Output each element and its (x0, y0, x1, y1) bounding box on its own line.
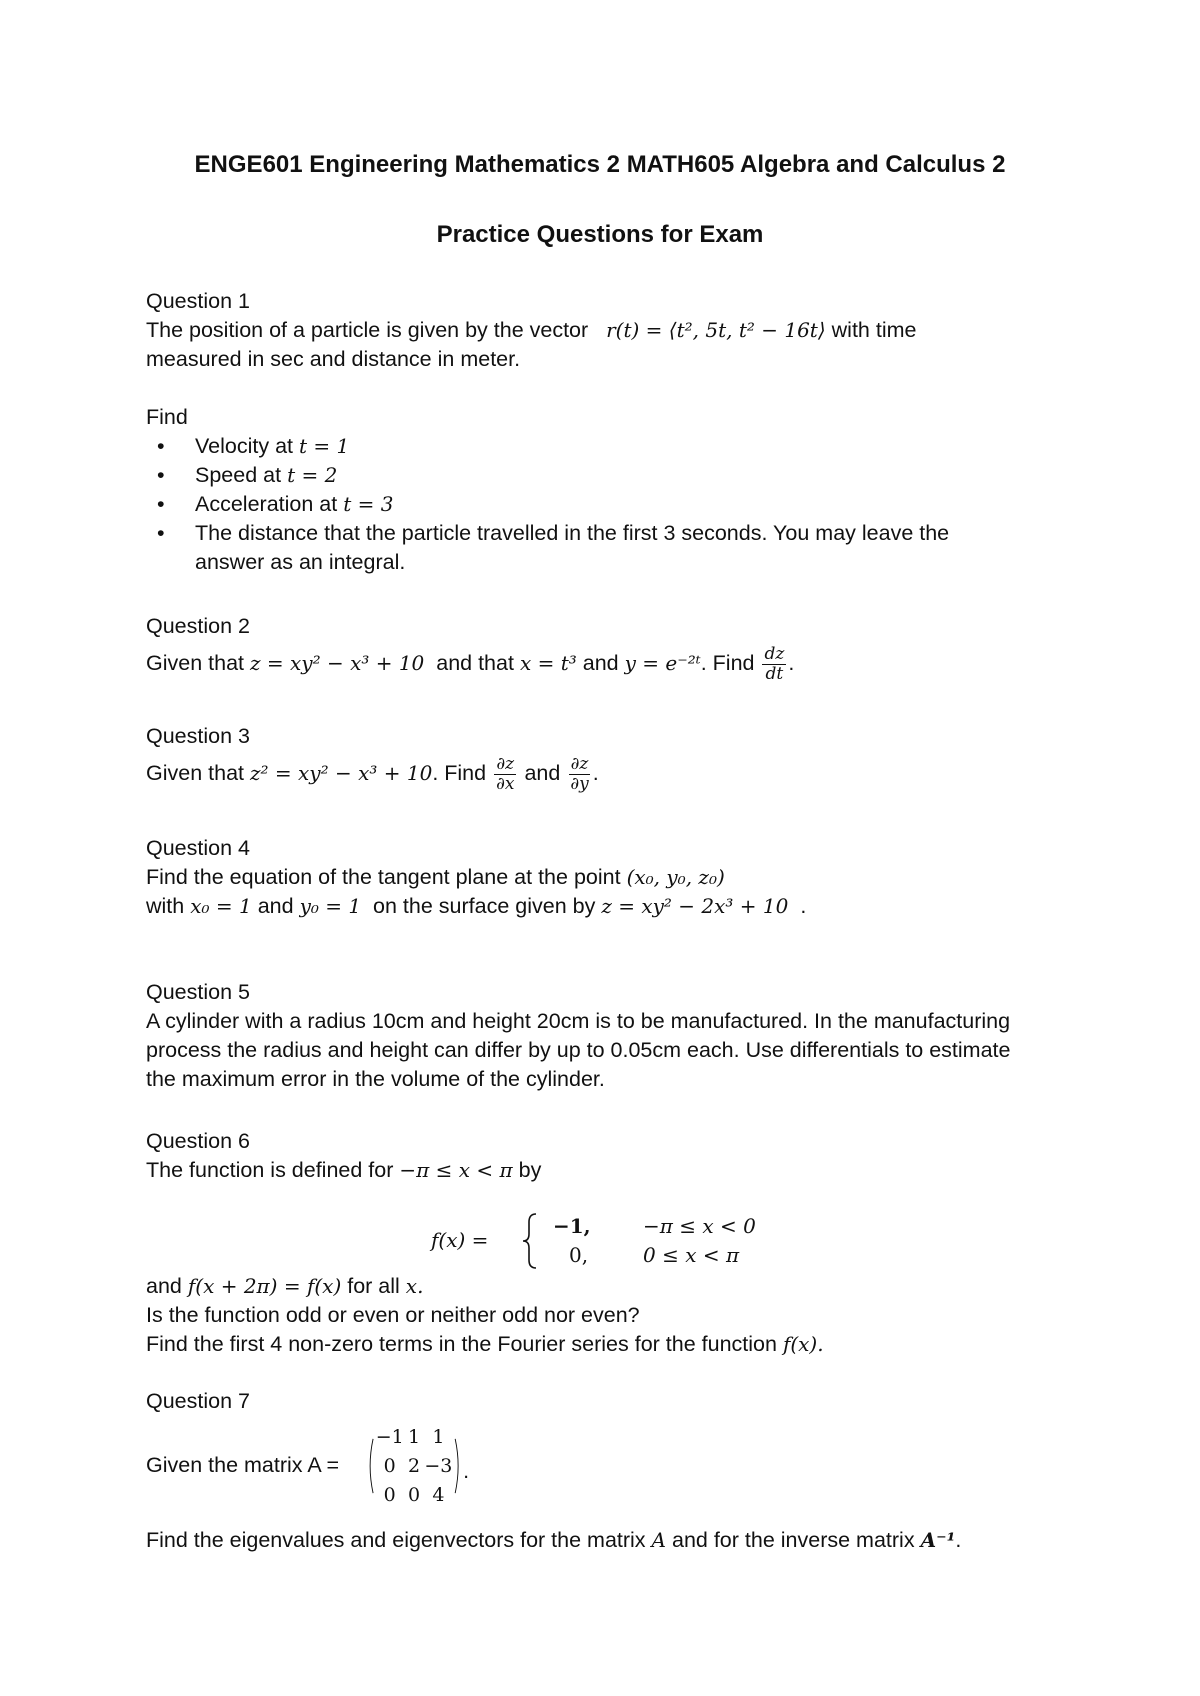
question-5 (146, 978, 1026, 1094)
equation: x = t³ (519, 651, 577, 676)
equation: y₀ = 1 (299, 894, 362, 918)
matrix-table (374, 1423, 454, 1510)
question-heading: Question 2 (146, 614, 250, 638)
question-text: Is the function odd or even or neither odd nor even? (146, 1303, 640, 1327)
partial-fraction (494, 755, 516, 794)
vector-equation: r(t) = ⟨t², 5t, t² − 16t⟩ (606, 318, 826, 342)
list-item (146, 519, 975, 577)
case-condition: 0 ≤ x < π (643, 1243, 740, 1267)
function-label: f(x) = (431, 1228, 489, 1252)
equation: y = e⁻²ᵗ (624, 651, 701, 676)
text-span: Find the equation of the tangent plane at the point (146, 865, 621, 889)
matrix-cell: 1 (432, 1425, 445, 1448)
function: f(x). (782, 1332, 824, 1356)
text-span: Given that (146, 651, 244, 676)
matrix-label: Given the matrix A = (146, 1453, 339, 1477)
matrix-cell: 0 (407, 1483, 421, 1506)
list-item (146, 432, 1046, 461)
equation: z = xy² − x³ + 10 (249, 651, 425, 676)
matrix-row (374, 1481, 454, 1510)
text-span: by (518, 1158, 542, 1182)
matrix-row (374, 1423, 454, 1452)
find-list (146, 432, 1046, 577)
question-2 (146, 612, 1046, 684)
matrix-row (374, 1452, 454, 1481)
equation: x₀ = 1 (190, 894, 252, 918)
question-4 (146, 834, 1046, 921)
derivative-fraction (762, 645, 786, 684)
text-span: with time (831, 318, 917, 342)
find-label: Find (146, 405, 188, 429)
matrix-symbol: A (651, 1528, 666, 1552)
document-title: ENGE601 Engineering Mathematics 2 MATH605 Algebra and Calculus 2 (194, 151, 1006, 178)
matrix-cell: 4 (432, 1483, 445, 1506)
right-paren (454, 1418, 462, 1514)
case-condition: −π ≤ x < 0 (643, 1214, 756, 1238)
question-text (146, 1156, 1046, 1185)
question-text (146, 1272, 1046, 1301)
surface-equation: z = xy² − 2x³ + 10 (601, 894, 789, 918)
list-item (146, 461, 1046, 490)
text-span: . Find (432, 761, 487, 786)
matrix-cell: 1 (407, 1425, 421, 1448)
question-6-continued (146, 1272, 1046, 1359)
numerator: ∂z (570, 754, 589, 774)
question-heading: Question 4 (146, 836, 250, 860)
text-span: and (146, 1274, 182, 1298)
item-text: The distance that the particle travelled in the first 3 seconds. You may leave the answer as an integral. (195, 521, 950, 574)
denominator: ∂y (570, 774, 589, 794)
question-text (146, 1526, 1046, 1555)
denominator: dt (765, 664, 784, 684)
question-text (146, 863, 1046, 892)
question-text (146, 1330, 1046, 1359)
left-brace (522, 1212, 538, 1270)
case-value: −1, (553, 1214, 591, 1238)
question-7 (146, 1387, 1046, 1416)
text-span: and (524, 761, 561, 786)
question-heading: Question 3 (146, 724, 250, 748)
text-span: Find the eigenvalues and eigenvectors for the matrix (146, 1528, 646, 1552)
item-text: Speed at (195, 463, 282, 487)
inverse-matrix-symbol: A⁻¹ (920, 1528, 956, 1552)
text-span: for all (347, 1274, 400, 1298)
item-text: Velocity at (195, 434, 293, 458)
text-span: and (257, 894, 294, 918)
point: (x₀, y₀, z₀) (626, 865, 725, 889)
question-heading: Question 5 (146, 980, 250, 1004)
matrix-cell: 0 (383, 1454, 396, 1477)
text-span: with (146, 894, 185, 918)
matrix-cell: 0 (383, 1483, 396, 1506)
question-7-task (146, 1526, 1046, 1555)
text-span: . Find (700, 651, 755, 676)
question-text: Given that z² = xy² − x³ + 10. Find $\frac{\partial z}{\partial x}$ and $\frac{\partial z}{\partial y}$ . (146, 754, 599, 794)
numerator: ∂z (496, 754, 515, 774)
text-span: on the surface given by (373, 894, 596, 918)
matrix-cell: 2 (407, 1454, 421, 1477)
period: . (463, 1458, 470, 1483)
question-text: measured in sec and distance in meter. (146, 347, 521, 371)
text-span: and that (436, 651, 514, 676)
matrix (366, 1418, 469, 1514)
numerator: dz (764, 644, 785, 664)
item-math: t = 2 (287, 463, 338, 487)
question-text (146, 892, 1046, 921)
question-heading: Question 6 (146, 1129, 250, 1153)
variable: x. (405, 1274, 424, 1298)
text-span: and (582, 651, 619, 676)
item-math: t = 3 (343, 492, 394, 516)
piecewise-function (431, 1208, 831, 1272)
left-paren (366, 1418, 374, 1514)
document-subtitle: Practice Questions for Exam (436, 221, 764, 248)
matrix-cell: −1 (375, 1425, 404, 1448)
question-1 (146, 287, 1046, 577)
question-text: Given that z = xy² − x³ + 10 and that x = t³ and y = e⁻²ᵗ. Find $\frac{dz}{dt}$ . (146, 644, 795, 684)
text-span: The position of a particle is given by the vector (146, 318, 589, 342)
text-span: The function is defined for (146, 1158, 394, 1182)
case-value: 0, (569, 1243, 589, 1267)
item-text: Acceleration at (195, 492, 338, 516)
denominator: ∂x (496, 774, 515, 794)
equation: z² = xy² − x³ + 10 (249, 761, 433, 786)
periodicity: f(x + 2π) = f(x) (187, 1274, 342, 1298)
item-math: t = 1 (298, 434, 350, 458)
partial-fraction (568, 755, 590, 794)
question-heading: Question 7 (146, 1389, 250, 1413)
question-3 (146, 722, 1046, 794)
question-heading: Question 1 (146, 289, 250, 313)
question-text: A cylinder with a radius 10cm and height 20cm is to be manufactured. In the manufacturing process the radius and height can differ by up to 0.05cm each. Use differentials to estimate the maximum error in the volume of the cylinder. (146, 1009, 1011, 1091)
text-span: . (955, 1528, 962, 1552)
text-span: and for the inverse matrix (671, 1528, 915, 1552)
matrix-cell: −3 (424, 1454, 453, 1477)
question-6 (146, 1127, 1046, 1185)
domain: −π ≤ x < π (399, 1158, 513, 1182)
question-text (146, 316, 1046, 345)
list-item (146, 490, 1046, 519)
text-span: Given that (146, 761, 244, 786)
text-span: . (800, 894, 807, 918)
text-span: Find the first 4 non-zero terms in the Fourier series for the function (146, 1332, 777, 1356)
